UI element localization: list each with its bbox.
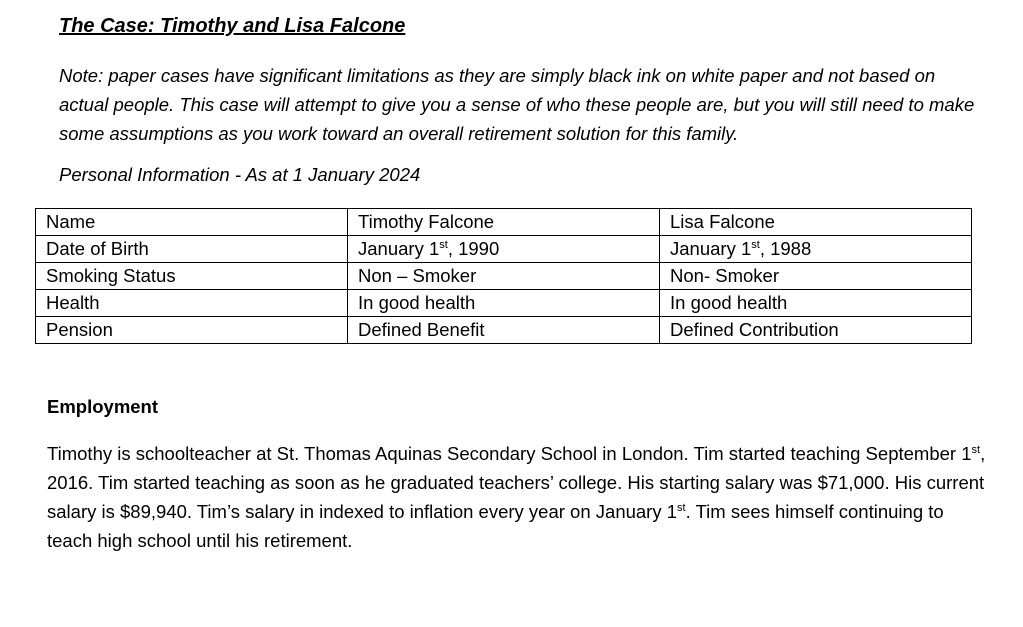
timothy-value: Defined Benefit [348, 317, 660, 344]
table-row [36, 263, 972, 290]
field-label: Pension [36, 317, 348, 344]
lisa-value: Defined Contribution [660, 317, 972, 344]
dob-part: January 1 [358, 238, 440, 259]
table-row [36, 290, 972, 317]
case-note: Note: paper cases have significant limitations as they are simply black ink on white paper and not based on actual people. This case will attempt to give you a sense of who these people are, but you will still need to make some assumptions as you work toward an overall retirement solution for this family. [59, 65, 975, 144]
ordinal-suffix: st [677, 502, 686, 514]
ordinal-suffix: st [439, 239, 448, 251]
lisa-value: Non- Smoker [660, 263, 972, 290]
table-row [36, 317, 972, 344]
dob-part: , 1988 [759, 238, 812, 259]
employment-paragraph [47, 439, 987, 555]
case-title: The Case: Timothy and Lisa Falcone [59, 15, 406, 37]
personal-info-table [35, 208, 972, 344]
field-label: Name [36, 209, 348, 236]
dob-part: January 1 [670, 238, 752, 259]
timothy-value [348, 236, 660, 263]
table-row [36, 209, 972, 236]
lisa-value: Lisa Falcone [660, 209, 972, 236]
timothy-value: Timothy Falcone [348, 209, 660, 236]
field-label: Date of Birth [36, 236, 348, 263]
employment-heading: Employment [47, 396, 159, 417]
field-label: Health [36, 290, 348, 317]
timothy-value: In good health [348, 290, 660, 317]
paragraph-text: , 2016. Tim started teaching as soon as he graduated teachers’ college. His starting salary was $71,000. His current salary is $89,940. Tim’s salary in indexed to inflation every year on January 1 [47, 443, 986, 522]
timothy-value: Non – Smoker [348, 263, 660, 290]
ordinal-suffix: st [971, 444, 981, 456]
field-label: Smoking Status [36, 263, 348, 290]
lisa-value [660, 236, 972, 263]
paragraph-text: Timothy is schoolteacher at St. Thomas Aquinas Secondary School in London. Tim started teaching September 1 [47, 443, 972, 464]
ordinal-suffix: st [751, 239, 760, 251]
table-row [36, 236, 972, 263]
dob-part: , 1990 [447, 238, 500, 259]
lisa-value: In good health [660, 290, 972, 317]
paragraph-text: . Tim sees himself continuing to teach high school until his retirement. [47, 501, 944, 551]
personal-info-label: Personal Information - As at 1 January 2024 [59, 164, 421, 185]
